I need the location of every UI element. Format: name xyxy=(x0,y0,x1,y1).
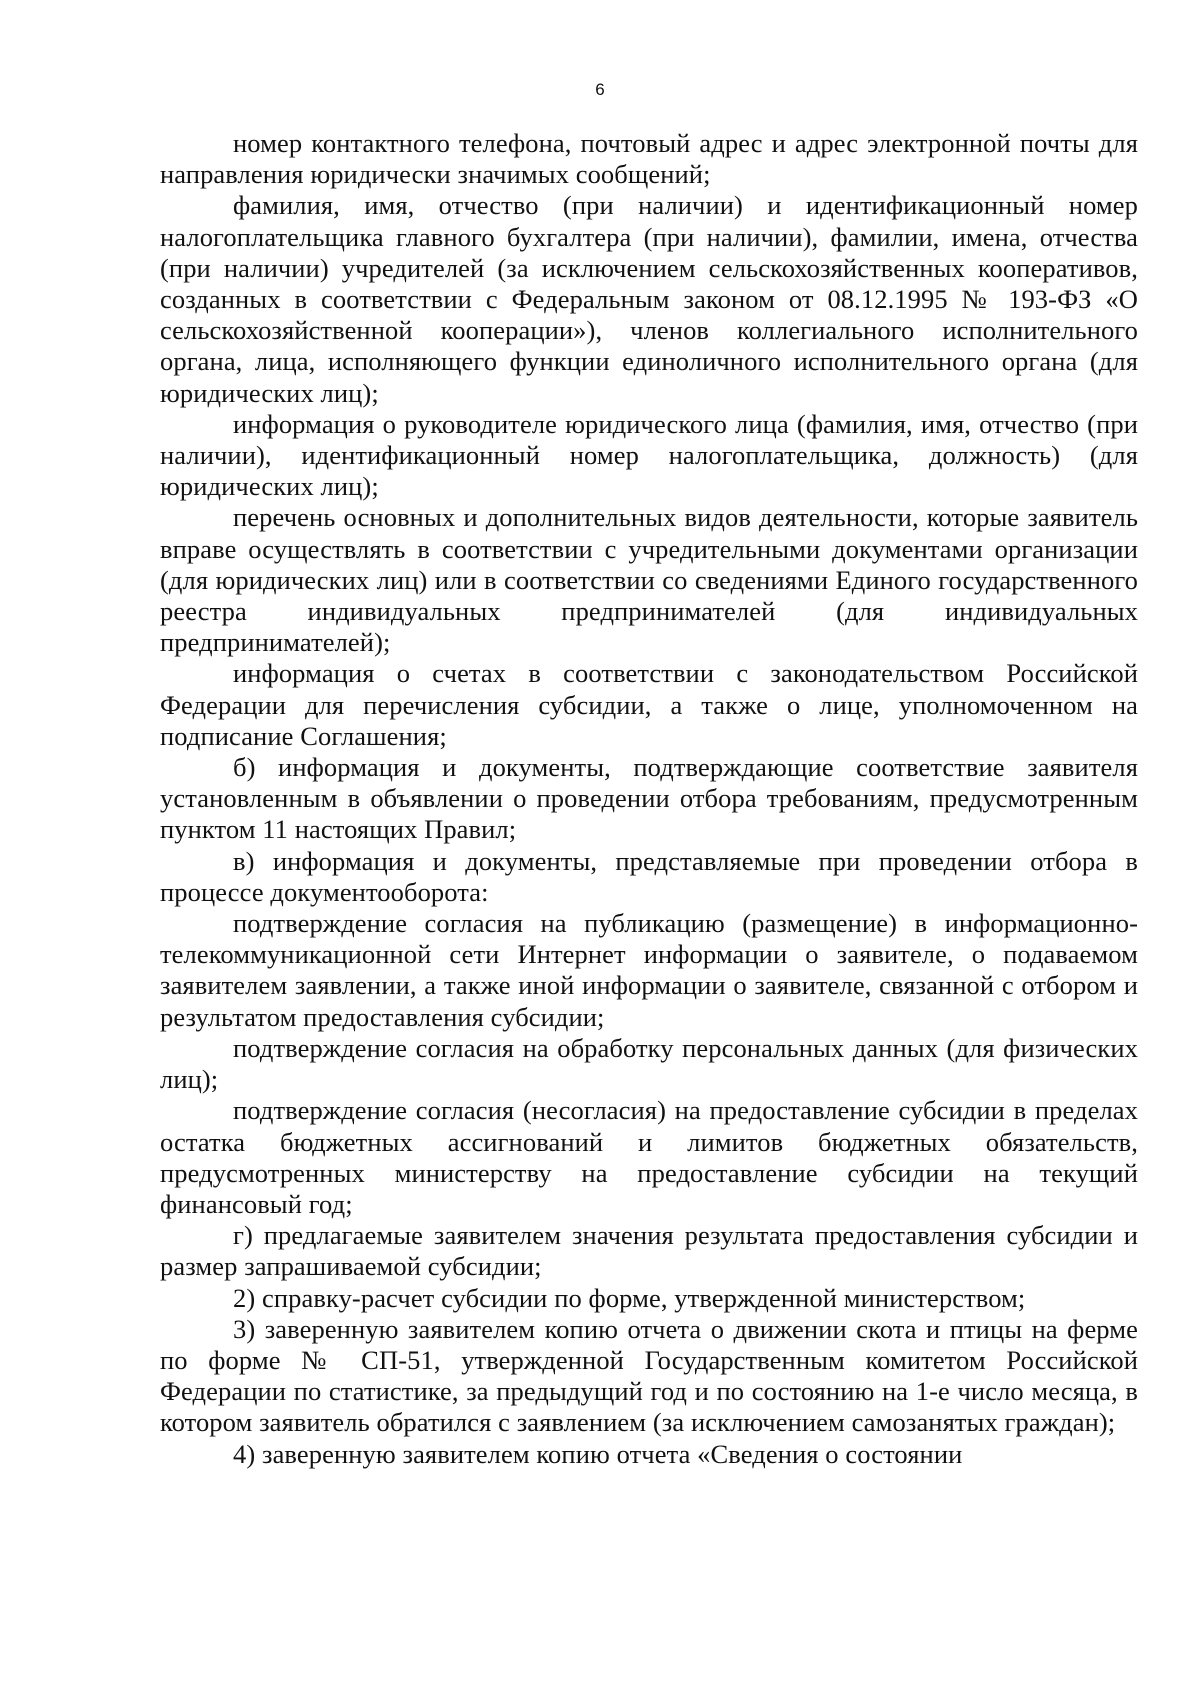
paragraph-contact-info: номер контактного телефона, почтовый адрес и адрес электронной почты для направления юридически значимых сообщений; xyxy=(160,128,1138,190)
paragraph-item-v: в) информация и документы, представляемые при проведении отбора в процессе документооборота: xyxy=(160,845,1138,907)
paragraph-item-b: б) информация и документы, подтверждающие соответствие заявителя установленным в объявлении о проведении отбора требованиям, предусмотренным пунктом 11 настоящих Правил; xyxy=(160,752,1138,845)
page-number: 6 xyxy=(595,80,605,99)
paragraph-item-4: 4) заверенную заявителем копию отчета «Сведения о состоянии xyxy=(233,1438,963,1469)
paragraph-accounts-info: информация о счетах в соответствии с законодательством Российской Федерации для перечисления субсидии, а также о лице, уполномоченном на подписание Соглашения; xyxy=(160,658,1138,751)
paragraph-activities-list: перечень основных и дополнительных видов деятельности, которые заявитель вправе осуществлять в соответствии с учредительными документами организации (для юридических лиц) или в соответствии со сведениями Единого государственного реестра индивидуальных предпринимателей (для индивидуальных предпринимателей); xyxy=(160,502,1138,658)
paragraph-item-g: г) предлагаемые заявителем значения результата предоставления субсидии и размер запрашиваемой субсидии; xyxy=(160,1220,1138,1282)
paragraph-publication-consent: подтверждение согласия на публикацию (размещение) в информационно-телекоммуникационной сети Интернет информации о заявителе, о подаваемом заявителем заявлении, а также иной информации о заявителе, связанной с отбором и результатом предоставления субсидии; xyxy=(160,908,1138,1032)
document-body xyxy=(160,128,1138,1470)
paragraph-personal-data-consent: подтверждение согласия на обработку персональных данных (для физических лиц); xyxy=(160,1032,1138,1095)
paragraph-item-2: 2) справку-расчет субсидии по форме, утвержденной министерством; xyxy=(233,1282,1026,1313)
paragraph-head-info: информация о руководителе юридического лица (фамилия, имя, отчество (при наличии), идентификационный номер налогоплательщика, должность) (для юридических лиц); xyxy=(160,408,1138,502)
paragraph-budget-consent: подтверждение согласия (несогласия) на предоставление субсидии в пределах остатка бюджетных ассигнований и лимитов бюджетных обязательств, предусмотренных министерству на предоставление субсидии на текущий финансовый год; xyxy=(160,1095,1138,1219)
paragraph-founders-info: фамилия, имя, отчество (при наличии) и идентификационный номер налогоплательщика главного бухгалтера (при наличии), фамилии, имена, отчества (при наличии) учредителей (за исключением сельскохозяйственных кооперативов, созданных в соответствии с Федеральным законом от 08.12.1995 № 193-ФЗ «О сельскохозяйственной кооперации»), членов коллегиального исполнительного органа, лица, исполняющего функции единоличного исполнительного органа (для юридических лиц); xyxy=(160,190,1138,408)
paragraph-item-3: 3) заверенную заявителем копию отчета о движении скота и птицы на ферме по форме № СП-51, утвержденной Государственным комитетом Российской Федерации по статистике, за предыдущий год и по состоянию на 1-е число месяца, в котором заявитель обратился с заявлением (за исключением самозанятых граждан); xyxy=(160,1313,1138,1438)
